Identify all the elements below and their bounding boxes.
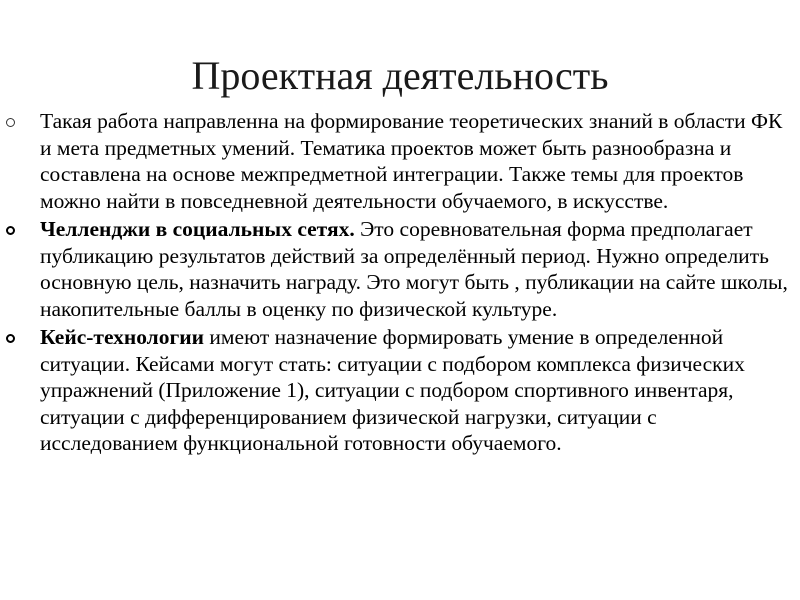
slide-title: Проектная деятельность [191, 53, 609, 98]
bullet-item-case-technologies [0, 324, 790, 457]
bullet-text: имеют назначение формировать умение в определенной ситуации. Кейсами могут стать: ситуации с подбором комплекса физических упражнений (Приложение 1), ситуации с подбором спортивного инвентаря, ситуации с дифференцированием физической нагрузки, ситуации с исследованием функциональной готовности обучаемого. [40, 325, 745, 455]
bullet-text: Такая работа направленна на формирование теоретических знаний в области ФК и мета предметных умений. Тематика проектов может быть разнообразна и составлена на основе межпредметной интеграции. Также темы для проектов можно найти в повседневной деятельности обучаемого, в искусстве. [40, 109, 783, 213]
bullet-text: Это соревновательная форма предполагает публикацию результатов действий за определённый период. Нужно определить основную цель, назначить награду. Это могут быть , публикации на сайте школы, накопительные баллы в оценку по физической культуре. [40, 217, 788, 321]
ring-icon [6, 118, 15, 127]
bullet-list [0, 108, 790, 459]
bold-ring-icon [6, 334, 15, 343]
bullet-item-challenges [0, 216, 790, 322]
bullet-lead: Челленджи в социальных сетях. [40, 217, 355, 241]
bullet-item-project-work [0, 108, 790, 214]
bold-ring-icon [6, 226, 15, 235]
bullet-lead: Кейс-технологии [40, 325, 205, 349]
